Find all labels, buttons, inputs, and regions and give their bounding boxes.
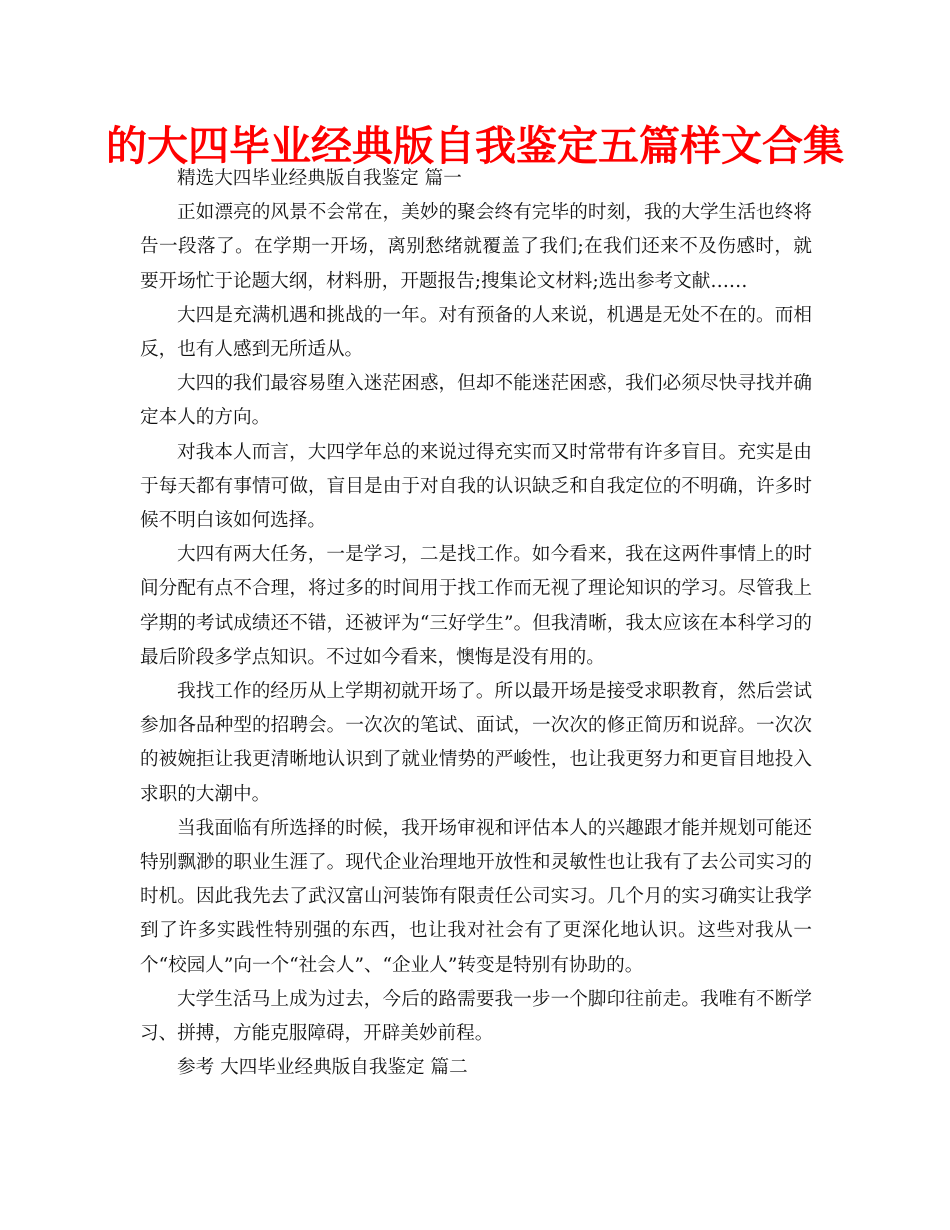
paragraph: 正如漂亮的风景不会常在，美妙的聚会终有完毕的时刻，我的大学生活也终将告一段落了。在学期一开场，离别愁绪就覆盖了我们;在我们还来不及伤感时，就要开场忙于论题大纲，材料册，开题报告;搜集论文材料;选出参考文献…… — [140, 202, 812, 292]
paragraph: 当我面临有所选择的时候，我开场审视和评估本人的兴趣跟才能并规划可能还特别飘渺的职业生涯了。现代企业治理地开放性和灵敏性也让我有了去公司实习的时机。因此我先去了武汉富山河装饰有限责任公司实习。几个月的实习确实让我学到了许多实践性特别强的东西，也让我对社会有了更深化地认识。这些对我从一个“校园人”向一个“社会人”、“企业人”转变是特别有协助的。 — [140, 817, 812, 976]
paragraph: 我找工作的经历从上学期初就开场了。所以最开场是接受求职教育，然后尝试参加各品种型的招聘会。一次次的笔试、面试，一次次的修正简历和说辞。一次次的被婉拒让我更清晰地认识到了就业情势的严峻性，也让我更努力和更盲目地投入求职的大潮中。 — [140, 681, 812, 805]
document-title: 的大四毕业经典版自我鉴定五篇样文合集 — [106, 122, 844, 170]
paragraph: 大学生活马上成为过去，今后的路需要我一步一个脚印往前走。我唯有不断学习、拼搏，方能克服障碍，开辟美妙前程。 — [140, 988, 812, 1045]
paragraph: 大四的我们最容易堕入迷茫困惑，但却不能迷茫困惑，我们必须尽快寻找并确定本人的方向。 — [140, 373, 812, 429]
section-one-heading: 精选大四毕业经典版自我鉴定 篇一 — [177, 168, 462, 189]
paragraph: 对我本人而言，大四学年总的来说过得充实而又时常带有许多盲目。充实是由于每天都有事情可做，盲目是由于对自我的认识缺乏和自我定位的不明确，许多时候不明白该如何选择。 — [140, 441, 812, 532]
document-body — [140, 162, 812, 1085]
paragraph: 大四是充满机遇和挑战的一年。对有预备的人来说，机遇是无处不在的。而相反，也有人感到无所适从。 — [140, 304, 812, 361]
paragraph: 大四有两大任务，一是学习，二是找工作。如今看来，我在这两件事情上的时间分配有点不合理，将过多的时间用于找工作而无视了理论知识的学习。尽管我上学期的考试成绩还不错，还被评为“三好学生”。但我清晰，我太应该在本科学习的最后阶段多学点知识。不过如今看来，懊悔是没有用的。 — [140, 544, 812, 668]
section-two-heading: 参考 大四毕业经典版自我鉴定 篇二 — [177, 1057, 468, 1079]
